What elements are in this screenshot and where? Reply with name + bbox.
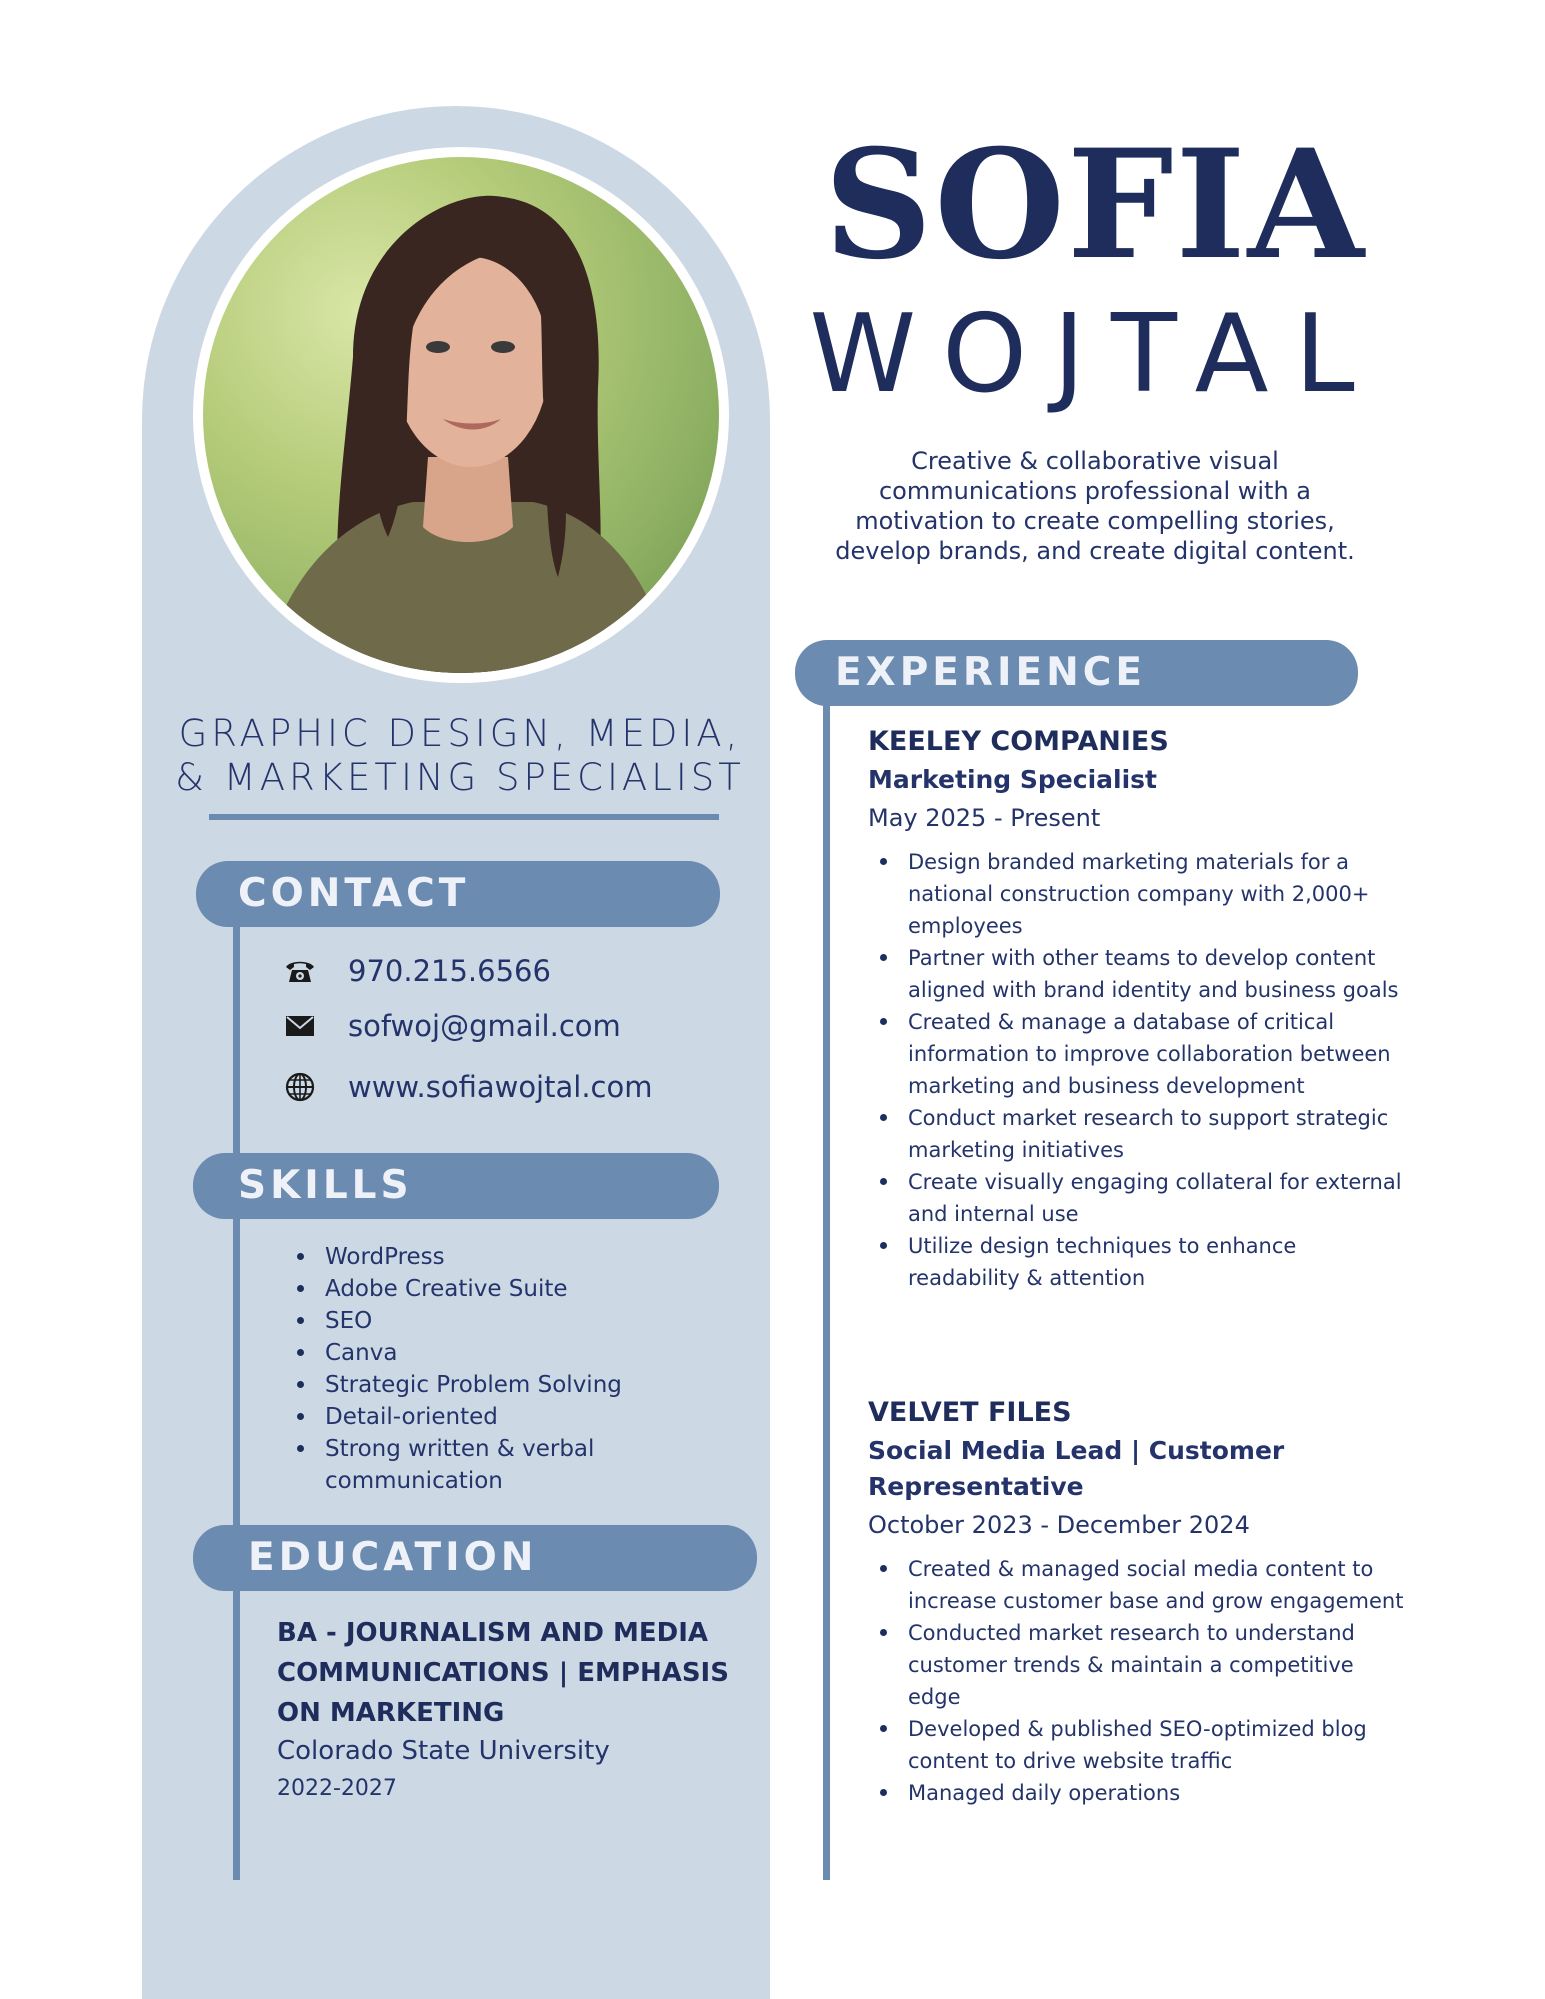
name-first: SOFIA <box>823 117 1367 293</box>
skill-item: Strategic Problem Solving <box>325 1369 745 1401</box>
contact-phone <box>282 951 551 991</box>
job-bullet: Partner with other teams to develop content aligned with brand identity and business goals <box>908 942 1408 1006</box>
job-title: GRAPHIC DESIGN, MEDIA, & MARKETING SPECIALIST <box>175 712 745 799</box>
skills-list <box>325 1241 745 1497</box>
name-last: WOJTAL <box>809 292 1381 417</box>
website-link[interactable]: www.sofiawojtal.com <box>348 1070 653 1104</box>
skill-item: SEO <box>325 1305 745 1337</box>
email-link[interactable]: sofwoj@gmail.com <box>348 1009 621 1043</box>
education-school: Colorado State University <box>277 1736 610 1766</box>
skills-heading: SKILLS <box>193 1153 719 1219</box>
job-bullet: Utilize design techniques to enhance readability & attention <box>908 1230 1408 1294</box>
profile-summary: Creative & collaborative visual communications professional with a motivation to create compelling stories, develop brands, and create digital content. <box>835 447 1355 565</box>
job-role: Social Media Lead | Customer Representative <box>868 1436 1285 1501</box>
education-years: 2022-2027 <box>277 1776 397 1801</box>
skill-item: Detail-oriented <box>325 1401 745 1433</box>
experience-entry <box>868 1393 1408 1809</box>
company-name: KEELEY COMPANIES <box>868 726 1169 757</box>
education-heading: EDUCATION <box>193 1525 757 1591</box>
globe-icon <box>282 1069 318 1105</box>
phone-link[interactable]: 970.215.6566 <box>348 954 551 988</box>
education-degree: BA - JOURNALISM AND MEDIA COMMUNICATIONS | EMPHASIS ON MARKETING <box>277 1618 729 1728</box>
job-bullet: Created & manage a database of critical information to improve collaboration between marketing and business development <box>908 1006 1408 1102</box>
contact-email <box>282 1006 621 1046</box>
job-bullet: Created & managed social media content to increase customer base and grow engagement <box>908 1553 1408 1617</box>
contact-website <box>282 1067 652 1107</box>
experience-entry <box>868 722 1408 1294</box>
job-role: Marketing Specialist <box>868 765 1157 794</box>
right-timeline-rail <box>823 700 830 1880</box>
left-timeline-rail <box>233 920 240 1880</box>
job-bullet: Design branded marketing materials for a national construction company with 2,000+ employees <box>908 846 1408 942</box>
skill-item: Canva <box>325 1337 745 1369</box>
title-underline <box>209 814 719 820</box>
job-dates: May 2025 - Present <box>868 804 1101 832</box>
contact-heading: CONTACT <box>196 861 720 927</box>
job-bullet: Conduct market research to support strategic marketing initiatives <box>908 1102 1408 1166</box>
job-dates: October 2023 - December 2024 <box>868 1511 1250 1539</box>
email-icon <box>282 1008 318 1044</box>
experience-heading: EXPERIENCE <box>795 640 1358 706</box>
job-bullet: Create visually engaging collateral for external and internal use <box>908 1166 1408 1230</box>
job-bullet: Managed daily operations <box>908 1777 1408 1809</box>
skill-item: Strong written & verbal communication <box>325 1433 745 1497</box>
skill-item: WordPress <box>325 1241 745 1273</box>
job-bullet: Developed & published SEO-optimized blog content to drive website traffic <box>908 1713 1408 1777</box>
company-name: VELVET FILES <box>868 1397 1072 1428</box>
job-bullet: Conducted market research to understand customer trends & maintain a competitive edge <box>908 1617 1408 1713</box>
phone-icon <box>282 953 318 989</box>
job-bullets <box>908 846 1408 1294</box>
job-bullets <box>908 1553 1408 1809</box>
profile-photo <box>203 157 719 673</box>
skill-item: Adobe Creative Suite <box>325 1273 745 1305</box>
